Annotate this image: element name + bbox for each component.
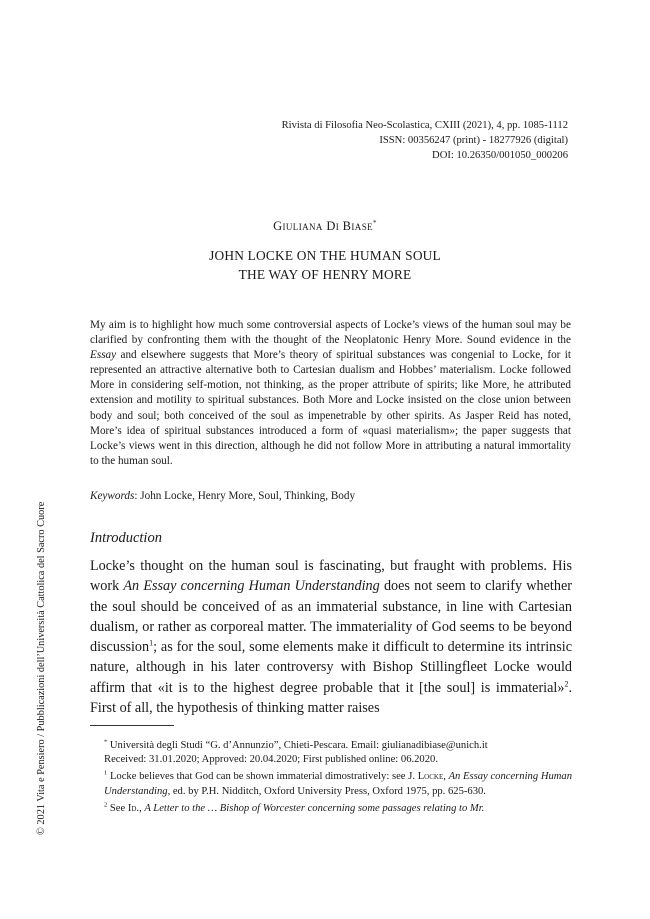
keywords-label: Keywords — [90, 490, 135, 502]
journal-issn: ISSN: 00356247 (print) - 18277926 (digital) — [379, 135, 568, 146]
abstract-essay-title: Essay — [90, 349, 117, 362]
footnote-2-id: Id. — [127, 802, 140, 814]
copyright-sidebar: © 2021 Vita e Pensiero / Pubblicazioni dell’Università Cattolica del Sacro Cuore — [36, 501, 47, 835]
footnote-2-comma: , — [139, 802, 145, 814]
footnote-1-title: An Essay concerning Human Understanding — [104, 771, 573, 797]
footnote-1-mark: 1 — [104, 769, 108, 777]
journal-doi: DOI: 10.26350/001050_000206 — [432, 150, 568, 161]
body-text — [90, 556, 572, 718]
footnote-2-text-a: See — [107, 802, 128, 814]
abstract-part-2: and elsewhere suggests that More’s theory of spiritual substances was congenial to Locke, for it represented an attractive alternative both to Cartesian dualism and Hobbes’ materialism. Locke followed More in considering self-motion, not thinking, as the proper attribute of spirits; like More, he attributed extension and motility to spiritual substances. Both More and Locke insisted on the close union between body and soul; both conceived of the soul as impenetrable by other spirits. As Jasper Reid has noted, More’s idea of spiritual substances introduced a form of «quasi materialism»; the paper suggests that Locke’s views went in this direction, although he did not follow More in attributing a natural immortality to the human soul. — [90, 349, 571, 467]
author-name-text: Giuliana Di Biase — [273, 219, 374, 234]
keywords — [90, 489, 571, 504]
author-footnote-mark: * — [373, 219, 377, 227]
title-line-2: THE WAY OF HENRY MORE — [238, 267, 412, 282]
body-essay-title: An Essay concerning Human Understanding — [123, 578, 380, 595]
footnote-affiliation: Università degli Studi “G. d’Annunzio”, Chieti-Pescara. Email: giulianadibiase@unich.it — [107, 740, 488, 751]
journal-info — [282, 118, 568, 163]
body-segment-3: ; as for the soul, some elements make it difficult to determine its intrinsic nature, although in his later controversy with Bishop Stillingfleet Locke would affirm that «it is to the highest degree probable that it [the soul] is immaterial» — [90, 639, 572, 696]
abstract-part-1: My aim is to highlight how much some controversial aspects of Locke’s views of the human soul may be clarified by confronting them with the thought of the Neoplatonic Henry More. Sound evidence in the — [90, 319, 571, 347]
footnote-ref-1: 1 — [149, 638, 154, 648]
abstract-text — [90, 318, 571, 469]
footnote-2-mark: 2 — [104, 801, 108, 809]
title-line-1: JOHN LOCKE ON THE HUMAN SOUL — [209, 248, 441, 263]
body-segment-1: Locke’s thought on the human soul is fascinating, but fraught with problems. His work — [90, 558, 572, 595]
journal-citation: Rivista di Filosofia Neo-Scolastica, CXIII (2021), 4, pp. 1085-1112 — [281, 120, 568, 131]
paper-title — [0, 246, 650, 284]
footnote-1 — [90, 770, 572, 798]
footnotes — [90, 739, 572, 819]
footnote-author — [90, 739, 572, 767]
abstract — [90, 318, 571, 469]
author-name — [0, 219, 650, 234]
footnote-1-text-c: , ed. by P.H. Nidditch, Oxford University Press, Oxford 1975, pp. 625-630. — [167, 785, 486, 797]
body-segment-2: does not seem to clarify whether the soul should be conceived of as an immaterial substance, in line with Cartesian dualism, or rather as corporeal matter. The immateriality of God seems to be beyond discussion — [90, 578, 572, 656]
footnote-rule — [90, 725, 174, 726]
footnote-1-text-a: Locke believes that God can be shown immaterial dimostratively: see J. — [107, 771, 418, 783]
body-paragraph — [90, 556, 572, 718]
body-segment-4: . First of all, the hypothesis of thinking matter raises — [90, 679, 572, 717]
footnote-2 — [90, 802, 572, 816]
footnote-dates: Received: 31.01.2020; Approved: 20.04.2020; First published online: 06.2020. — [104, 754, 438, 766]
footnote-2-title: A Letter to the … Bishop of Worcester concerning some passages relating to Mr. — [144, 802, 485, 814]
footnote-star-mark: * — [104, 738, 108, 746]
keywords-list: : John Locke, Henry More, Soul, Thinking, Body — [134, 490, 356, 502]
footnote-1-comma: , — [443, 771, 449, 783]
footnote-ref-2: 2 — [564, 679, 569, 689]
footnote-1-author: Locke — [417, 771, 444, 783]
section-heading: Introduction — [90, 530, 162, 546]
